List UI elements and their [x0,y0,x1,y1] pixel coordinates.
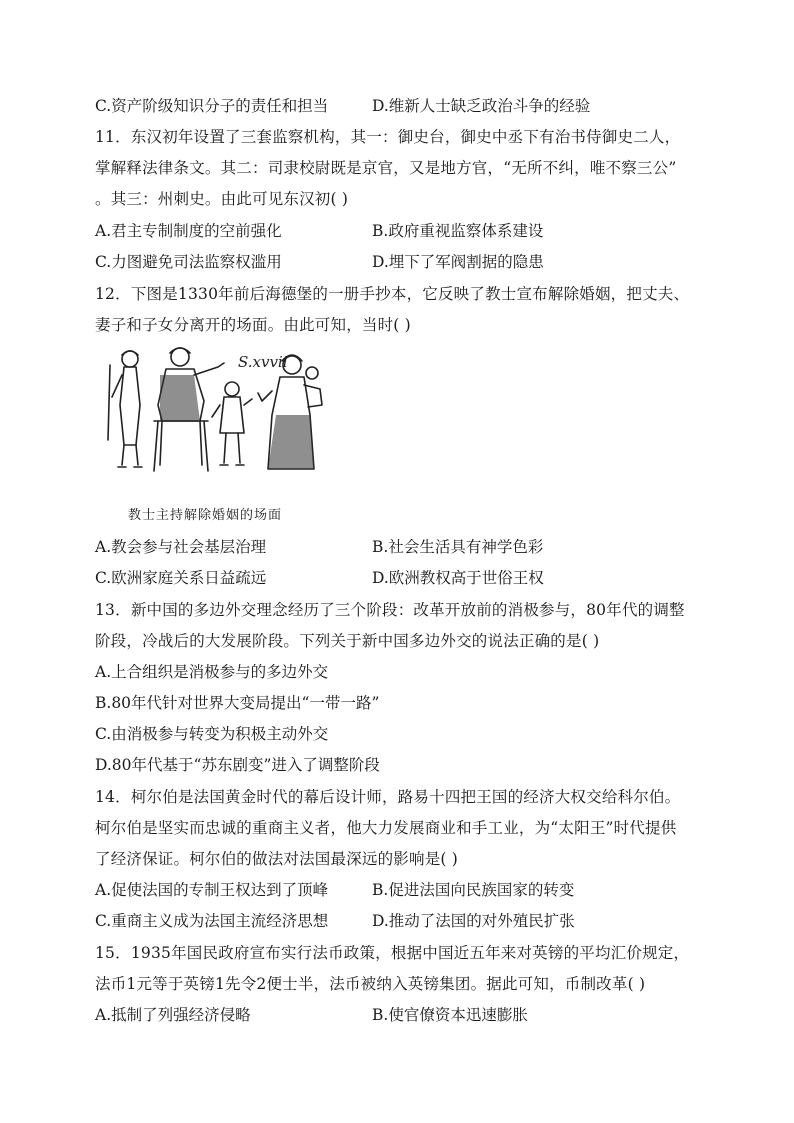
q12-stem-line-2: 妻子和子女分离开的场面。由此可知，当时( ) [95,316,411,334]
q10-option-d[interactable]: D.维新人士缺乏政治斗争的经验 [372,97,591,115]
q13-stem-line-2: 阶段，冷战后的大发展阶段。下列关于新中国多边外交的说法正确的是( ) [95,632,600,650]
q13-option-a[interactable]: A.上合组织是消极参与的多边外交 [95,663,329,681]
q15-stem-line-1: 15．1935年国民政府宣布实行法币政策，根据中国近五年来对英镑的平均汇价规定， [95,944,690,962]
figure-caption: 教士主持解除婚姻的场面 [128,508,283,523]
q10-option-c[interactable]: C.资产阶级知识分子的责任和担当 [95,97,329,115]
manuscript-label: S.xvvii [238,353,288,371]
q13-stem-line-1: 13．新中国的多边外交理念经历了三个阶段：改革开放前的消极参与，80年代的调整 [95,601,685,619]
q12-stem-line-1: 12．下图是1330年前后海德堡的一册手抄本，它反映了教士宣布解除婚姻，把丈夫、 [95,285,690,303]
q12-option-a[interactable]: A.教会参与社会基层治理 [95,538,267,556]
q14-stem-line-1: 14．柯尔伯是法国黄金时代的幕后设计师，路易十四把王国的经济大权交给科尔伯。 [95,788,681,806]
q14-stem-line-2: 柯尔伯是坚实而忠诚的重商主义者，他大力发展商业和手工业，为“太阳王”时代提供 [95,819,677,837]
q12-option-c[interactable]: C.欧洲家庭关系日益疏远 [95,569,267,587]
q12-option-d[interactable]: D.欧洲教权高于世俗王权 [372,569,544,587]
q11-stem-line-1: 11．东汉初年设置了三套监察机构，其一：御史台，御史中丞下有治书侍御史二人， [95,128,681,146]
manuscript-drawing [100,345,340,485]
q15-stem-line-2: 法币1元等于英镑1先令2便士半，法币被纳入英镑集团。据此可知，币制改革( ) [95,975,646,993]
q11-option-d[interactable]: D.埋下了军阀割据的隐患 [372,253,544,271]
q14-option-a[interactable]: A.促使法国的专制王权达到了顶峰 [95,881,329,899]
q11-option-a[interactable]: A.君主专制制度的空前强化 [95,222,282,240]
q14-option-b[interactable]: B.促进法国向民族国家的转变 [372,881,575,899]
q14-option-d[interactable]: D.推动了法国的对外殖民扩张 [372,912,575,930]
q14-stem-line-3: 了经济保证。柯尔伯的做法对法国最深远的影响是( ) [95,850,459,868]
manuscript-illustration [100,345,340,485]
q13-option-d[interactable]: D.80年代基于“苏东剧变”进入了调整阶段 [95,756,380,774]
q13-option-c[interactable]: C.由消极参与转变为积极主动外交 [95,725,329,743]
q11-stem-line-3: 。其三：州刺史。由此可见东汉初( ) [95,190,349,208]
q15-option-a[interactable]: A.抵制了列强经济侵略 [95,1006,251,1024]
q11-option-c[interactable]: C.力图避免司法监察权滥用 [95,253,282,271]
q13-option-b[interactable]: B.80年代针对世界大变局提出“一带一路” [95,694,380,712]
q14-option-c[interactable]: C.重商主义成为法国主流经济思想 [95,912,329,930]
q12-option-b[interactable]: B.社会生活具有神学色彩 [372,538,544,556]
q11-option-b[interactable]: B.政府重视监察体系建设 [372,222,544,240]
q11-stem-line-2: 掌解释法律条文。其二：司隶校尉既是京官，又是地方官，“无所不纠，唯不察三公” [95,159,677,177]
q15-option-b[interactable]: B.使官僚资本迅速膨胀 [372,1006,528,1024]
